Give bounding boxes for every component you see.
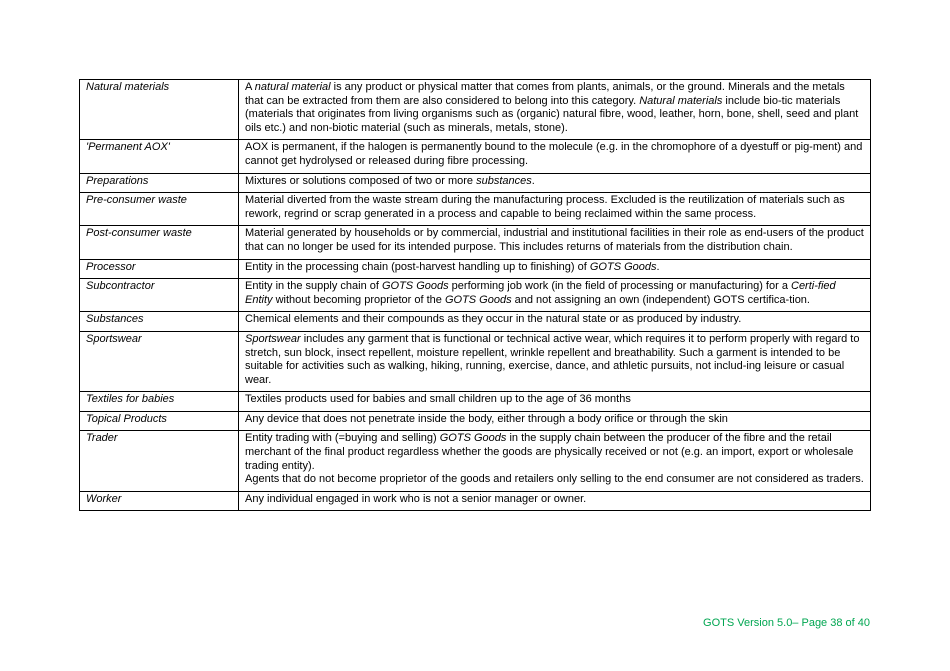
page-footer: GOTS Version 5.0– Page 38 of 40 bbox=[703, 617, 870, 629]
definition-cell bbox=[239, 173, 871, 193]
definition-cell bbox=[239, 279, 871, 312]
definition-text: AOX is permanent, if the halogen is permanently bound to the molecule (e.g. in the chromophore of a dyestuff or pig-ment) and cannot get hydrolysed or released during fibre processing. bbox=[245, 141, 863, 167]
definition-text: . bbox=[656, 260, 660, 273]
italic-term-reference: Sportswear bbox=[245, 332, 301, 345]
definition-text: Material generated by households or by commercial, industrial and institutional facilities in their role as end-users of the product that can no longer be used for its intended purpose. This includes returns of materials from the distribution chain. bbox=[245, 227, 864, 253]
definition-row bbox=[80, 140, 871, 173]
term-cell: Textiles for babies bbox=[80, 392, 239, 412]
term-cell: Subcontractor bbox=[80, 279, 239, 312]
definition-row bbox=[80, 491, 871, 511]
definition-paragraph bbox=[245, 493, 864, 507]
definition-cell bbox=[239, 411, 871, 431]
definition-paragraph bbox=[245, 141, 864, 168]
definition-paragraph bbox=[245, 175, 864, 189]
term-cell: Topical Products bbox=[80, 411, 239, 431]
definition-row bbox=[80, 331, 871, 391]
definition-cell bbox=[239, 259, 871, 279]
definition-row bbox=[80, 411, 871, 431]
definition-paragraph bbox=[245, 194, 864, 221]
definitions-body bbox=[80, 80, 871, 511]
definition-cell bbox=[239, 140, 871, 173]
definition-paragraph bbox=[245, 432, 864, 473]
term-cell: Pre-consumer waste bbox=[80, 193, 239, 226]
definition-paragraph bbox=[245, 313, 864, 327]
definition-paragraph bbox=[245, 261, 864, 275]
definition-cell bbox=[239, 226, 871, 259]
term-cell: Worker bbox=[80, 491, 239, 511]
definition-paragraph bbox=[245, 81, 864, 135]
definition-text: Any device that does not penetrate inside the body, either through a body orifice or through the skin bbox=[245, 412, 728, 425]
definition-text: in the supply chain between the producer of the fibre and the retail merchant of the final product regardless whether the goods are physically received or not (e.g. an import, export or wholesale trading entity). bbox=[245, 432, 854, 472]
definition-cell bbox=[239, 193, 871, 226]
definition-text: Entity trading with (=buying and selling) bbox=[245, 432, 440, 445]
definition-paragraph bbox=[245, 280, 864, 307]
italic-term-reference: substances bbox=[476, 174, 532, 187]
definition-cell bbox=[239, 392, 871, 412]
definition-paragraph bbox=[245, 333, 864, 387]
term-cell: Trader bbox=[80, 431, 239, 491]
definition-text: is any product or physical matter that comes from plants, animals, or the ground. Minerals and the metals that can be extracted from them are also considered to belong into this category. bbox=[245, 81, 845, 107]
definition-text: and not assigning an own (independent) GOTS certifica-tion. bbox=[511, 293, 810, 306]
definition-text: Entity in the supply chain of bbox=[245, 280, 382, 293]
definition-row bbox=[80, 259, 871, 279]
definition-text: Textiles products used for babies and small children up to the age of 36 months bbox=[245, 393, 631, 406]
italic-term-reference: GOTS Goods bbox=[439, 432, 507, 445]
definition-cell bbox=[239, 312, 871, 332]
definition-text: performing job work (in the field of processing or manufacturing) for a bbox=[448, 280, 791, 293]
definition-text: includes any garment that is functional or technical active wear, which requires it to perform properly with regard to stretch, sun block, insect repellent, moisture repellent, wrinkle repellent and breathability. Such a garment is intended to be suitable for activities such as walking, hiking, running, exercise, dance, and athletic pursuits, not includ-ing leisure or casual wear. bbox=[245, 332, 860, 386]
definition-cell bbox=[239, 331, 871, 391]
definition-paragraph bbox=[245, 227, 864, 254]
definition-cell bbox=[239, 80, 871, 140]
term-cell: 'Permanent AOX' bbox=[80, 140, 239, 173]
definition-text: A bbox=[245, 81, 255, 93]
definition-text: Mixtures or solutions composed of two or more bbox=[245, 174, 477, 187]
italic-term-reference: GOTS Goods bbox=[589, 260, 657, 273]
definition-row bbox=[80, 312, 871, 332]
definition-cell bbox=[239, 431, 871, 491]
definition-paragraph bbox=[245, 413, 864, 427]
definition-text: . bbox=[531, 174, 535, 187]
definition-text: Material diverted from the waste stream during the manufacturing process. Excluded is the reutilization of materials such as rework, regrind or scrap generated in a process and capable to being reclaimed within the same process. bbox=[245, 194, 845, 220]
definition-text: Agents that do not become proprietor of the goods and retailers only selling to the end consumer are not considered as traders. bbox=[245, 473, 864, 486]
term-cell: Preparations bbox=[80, 173, 239, 193]
italic-term-reference: GOTS Goods bbox=[444, 293, 512, 306]
definition-text: Entity in the processing chain (post-harvest handling up to finishing) of bbox=[245, 260, 590, 273]
term-cell: Natural materials bbox=[80, 80, 239, 140]
italic-term-reference: Certi-fied Entity bbox=[245, 280, 836, 306]
definition-text: Any individual engaged in work who is not a senior manager or owner. bbox=[245, 492, 587, 505]
definition-row bbox=[80, 279, 871, 312]
definition-cell bbox=[239, 491, 871, 511]
definition-row bbox=[80, 173, 871, 193]
definition-text: Chemical elements and their compounds as they occur in the natural state or as produced by industry. bbox=[245, 313, 742, 326]
italic-term-reference: GOTS Goods bbox=[381, 280, 449, 293]
definition-row bbox=[80, 226, 871, 259]
italic-term-reference: Natural materials bbox=[639, 94, 723, 107]
definition-paragraph bbox=[245, 393, 864, 407]
term-cell: Post-consumer waste bbox=[80, 226, 239, 259]
term-cell: Processor bbox=[80, 259, 239, 279]
definition-text: include bio-tic materials (materials that originates from living organisms such as (organic) natural fibre, wood, leather, horn, bone, shell, seed and plant oils etc.) and non-biotic material (such as minerals, metals, stone). bbox=[245, 94, 859, 134]
definition-row bbox=[80, 392, 871, 412]
term-cell: Substances bbox=[80, 312, 239, 332]
italic-term-reference: natural material bbox=[254, 81, 331, 93]
definition-row bbox=[80, 431, 871, 491]
definitions-table bbox=[79, 79, 871, 511]
definition-row bbox=[80, 193, 871, 226]
definition-paragraph bbox=[245, 473, 864, 487]
definition-text: without becoming proprietor of the bbox=[272, 293, 445, 306]
definition-row bbox=[80, 80, 871, 140]
term-cell: Sportswear bbox=[80, 331, 239, 391]
